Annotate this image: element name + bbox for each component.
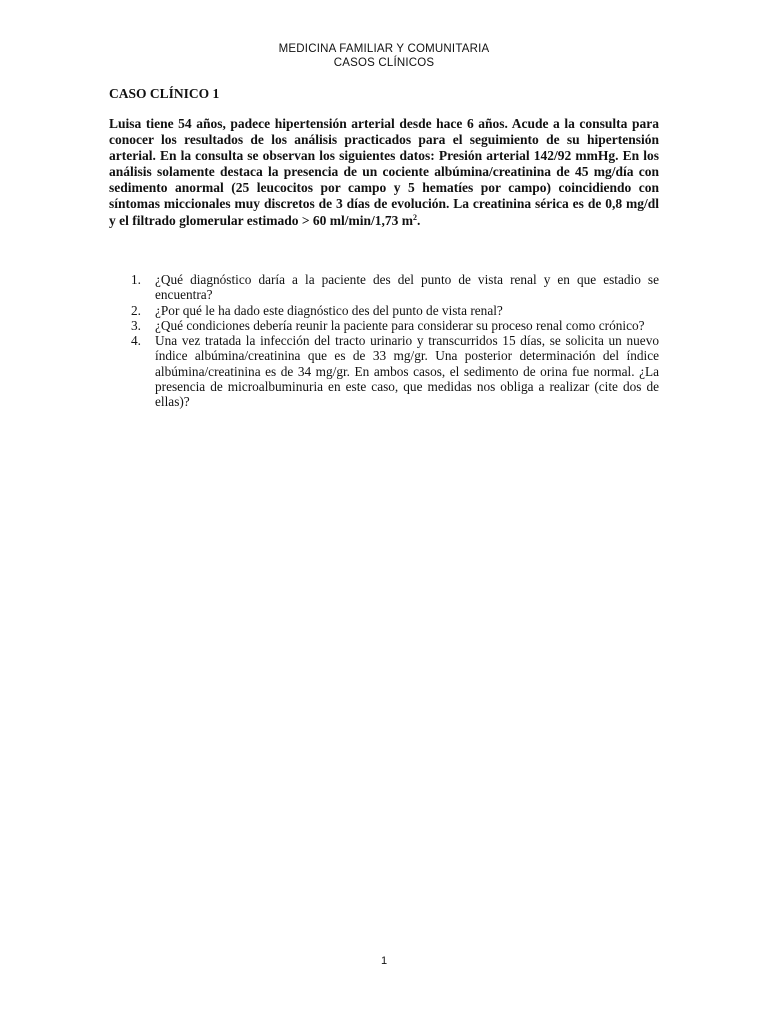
question-number: 3. — [131, 317, 141, 333]
page-number: 1 — [380, 955, 388, 967]
question-text: ¿Qué diagnóstico daría a la paciente des del punto de vista renal y en que estadio se encuentra? — [155, 272, 659, 303]
header-section-title: CASOS CLÍNICOS — [333, 57, 435, 69]
question-number: 1. — [131, 272, 141, 287]
question-item — [109, 318, 659, 333]
page-header — [0, 42, 768, 70]
question-text: ¿Qué condiciones debería reunir la paciente para considerar su proceso renal como crónico? — [155, 317, 645, 333]
question-item — [109, 333, 659, 409]
question-item — [109, 272, 659, 303]
case-description-superscript: 2 — [413, 212, 418, 222]
question-list — [109, 272, 659, 410]
question-number: 4. — [131, 333, 141, 349]
question-item — [109, 303, 659, 318]
case-description-end: . — [417, 212, 421, 228]
question-text: ¿Por qué le ha dado este diagnóstico des del punto de vista renal? — [155, 302, 503, 318]
question-number: 2. — [131, 302, 141, 318]
question-text: Una vez tratada la infección del tracto urinario y transcurridos 15 días, se solicita un nuevo índice albúmina/creatinina que es de 33 mg/gr. Una posterior determinación del índice albúmina/creatinina es de 34 mg/gr. En ambos casos, el sedimento de orina fue normal. ¿La presencia de microalbuminuria en este caso, que medidas nos obliga a realizar (cite dos de ellas)? — [155, 333, 659, 410]
case-description-text: Luisa tiene 54 años, padece hipertensión arterial desde hace 6 años. Acude a la consulta para conocer los resultados de los análisis practicados para el seguimiento de su hipertensión arterial. En la consulta se observan los siguientes datos: Presión arterial 142/92 mmHg. En los análisis solamente destaca la presencia de un cociente albúmina/creatinina de 45 mg/día con sedimento anormal (25 leucocitos por campo y 5 hematíes por campo) coincidiendo con síntomas miccionales muy discretos de 3 días de evolución. La creatinina sérica es de 0,8 mg/dl y el filtrado glomerular estimado > 60 ml/min/1,73 m — [109, 116, 659, 228]
case-title: CASO CLÍNICO 1 — [109, 86, 220, 101]
case-description — [109, 116, 659, 229]
header-course-title: MEDICINA FAMILIAR Y COMUNITARIA — [278, 43, 490, 55]
